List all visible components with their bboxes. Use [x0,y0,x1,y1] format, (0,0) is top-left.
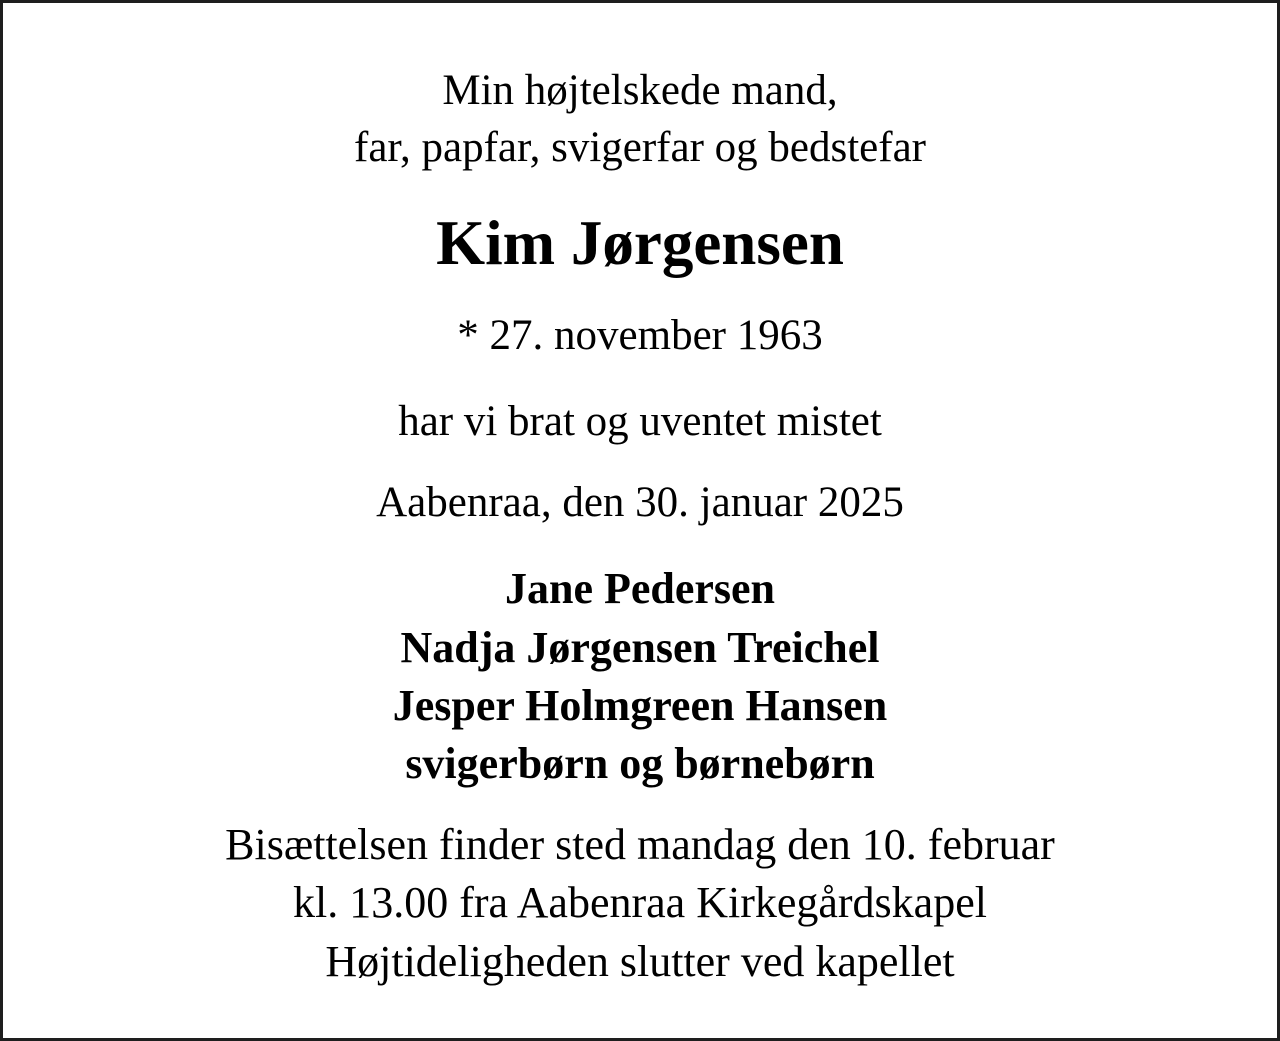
signer-3: Jesper Holmgreen Hansen [392,681,888,730]
place-and-date: Aabenraa, den 30. januar 2025 [376,479,904,526]
service-line-1: Bisættelsen finder sted mandag den 10. februar [225,820,1055,869]
service-line-3: Højtideligheden slutter ved kapellet [325,937,955,986]
deceased-name: Kim Jørgensen [436,208,844,278]
intro-line-1: Min højtelskede mand, [442,67,838,114]
birth-date: * 27. november 1963 [457,312,823,359]
intro-line-2: far, papfar, svigerfar og bedstefar [354,124,926,171]
service-line-2: kl. 13.00 fra Aabenraa Kirkegårdskapel [293,878,987,927]
signer-4: svigerbørn og børnebørn [405,739,875,788]
signer-2: Nadja Jørgensen Treichel [400,623,880,672]
lost-line: har vi brat og uventet mistet [398,398,882,445]
signer-1: Jane Pedersen [504,564,776,613]
